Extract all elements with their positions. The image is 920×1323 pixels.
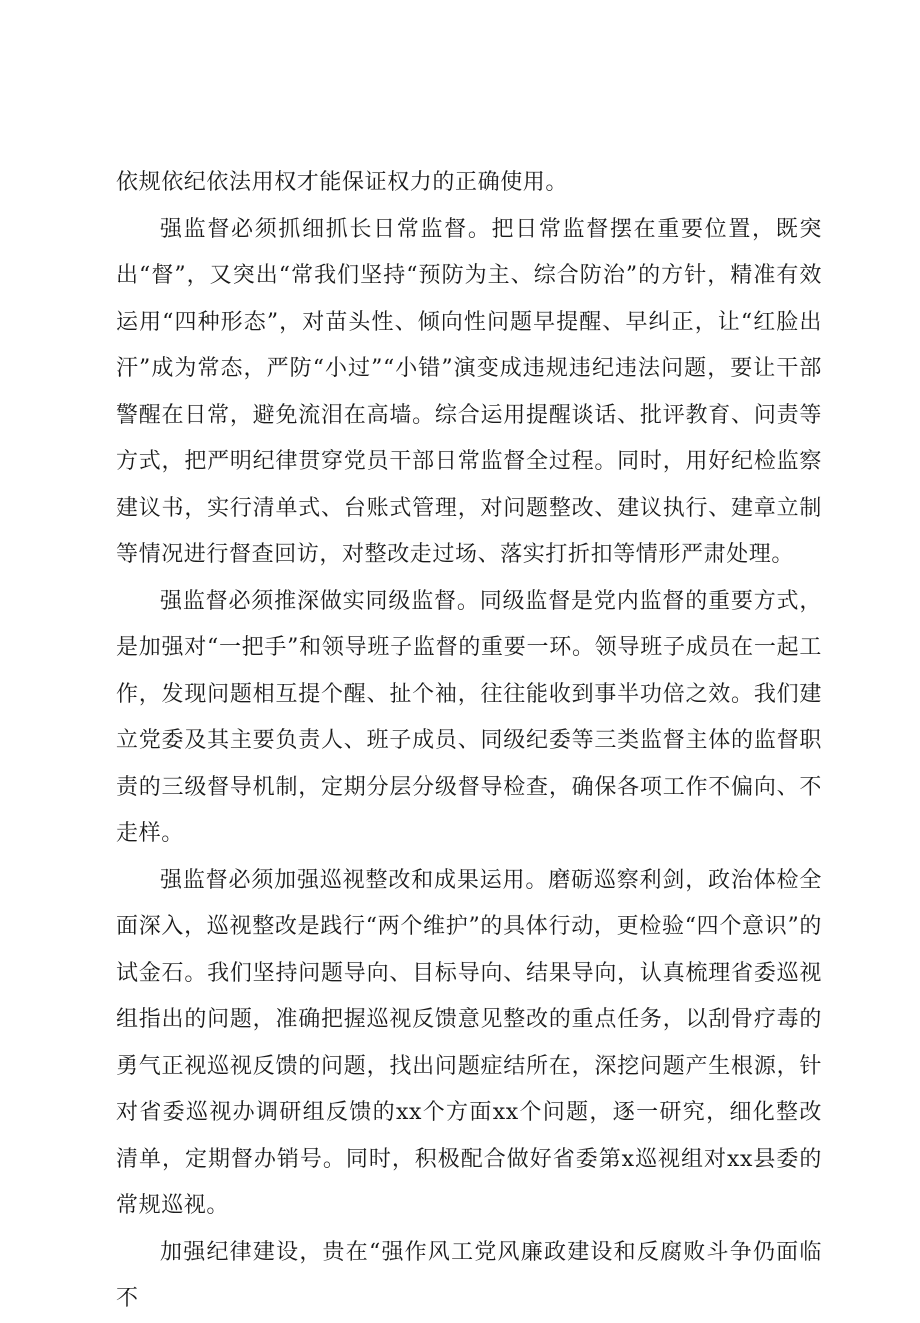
paragraph-discipline-building: 加强纪律建设，贵在“强作风工党风廉政建设和反腐败斗争仍面临不 (116, 1239, 822, 1311)
paragraph-inspection-rectification: 强监督必须加强巡视整改和成果运用。磨砺巡察利剑，政治体检全面深入，巡视整改是践行“两个维护”的具体行动，更检验“四个意识”的试金石。我们坚持问题导向、目标导向、结果导向，认真梳理省委巡视组指出的问题，准确把握巡视反馈意见整改的重点任务，以刮骨疗毒的勇气正视巡视反馈的问题，找出问题症结所在，深挖问题产生根源，针对省委巡视办调研组反馈的xx个方面xx个问题，逐一研究，细化整改清单，定期督办销号。同时，积极配合做好省委第x巡视组对xx县委的常规巡视。 (116, 867, 822, 1218)
paragraph-peer-supervision: 强监督必须推深做实同级监督。同级监督是党内监督的重要方式，是加强对“一把手”和领导班子监督的重要一环。领导班子成员在一起工作，发现问题相互提个醒、扯个袖，往往能收到事半功倍之效。我们建立党委及其主要负责人、班子成员、同级纪委等三类监督主体的监督职责的三级督导机制，定期分层分级督导检查，确保各项工作不偏向、不走样。 (116, 588, 822, 846)
paragraph-continuation: 依规依纪依法用权才能保证权力的正确使用。 (116, 170, 569, 195)
document-body (116, 160, 822, 1323)
paragraph-daily-supervision: 强监督必须抓细抓长日常监督。把日常监督摆在重要位置，既突出“督”，又突出“常我们坚持“预防为主、综合防治”的方针，精准有效运用“四种形态”，对苗头性、倾向性问题早提醒、早纠正，让“红脸出汗”成为常态，严防“小过”“小错”演变成违规违纪违法问题，要让干部警醒在日常，避免流泪在高墙。综合运用提醒谈话、批评教育、问责等方式，把严明纪律贯穿党员干部日常监督全过程。同时，用好纪检监察建议书，实行清单式、台账式管理，对问题整改、建议执行、建章立制等情况进行督查回访，对整改走过场、落实打折扣等情形严肃处理。 (116, 216, 822, 567)
